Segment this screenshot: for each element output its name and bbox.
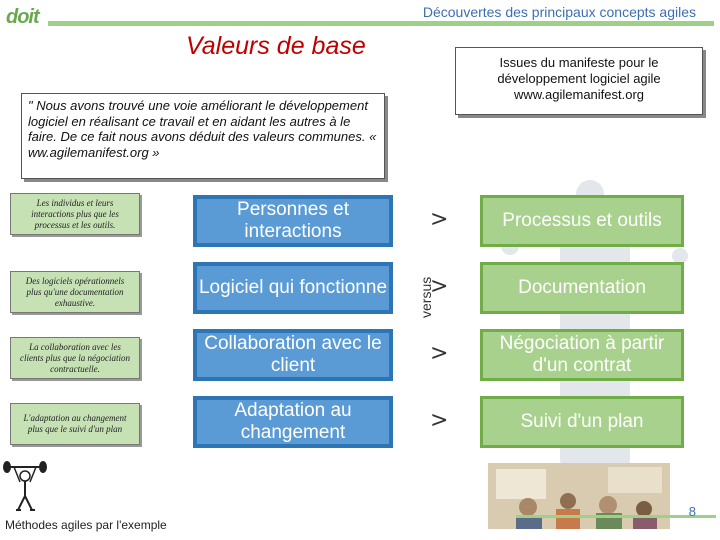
logo-text: doit	[6, 6, 39, 28]
greater-than-sign: >	[430, 274, 449, 299]
value-negociation: Négociation à partir d'un contrat	[480, 329, 684, 381]
versus-label: versus	[418, 276, 434, 318]
value-personnes: Personnes et interactions	[193, 195, 393, 247]
page-number: 8	[688, 504, 696, 519]
note-software: Des logiciels opérationnels plus qu'une documentation exhaustive.	[10, 271, 140, 313]
manifesto-url: www.agilemanifest.org	[513, 87, 645, 102]
value-documentation: Documentation	[480, 262, 684, 314]
value-collaboration: Collaboration avec le client	[193, 329, 393, 381]
header-bar	[48, 21, 714, 26]
manifesto-line: Issues du manifeste pour le	[499, 55, 659, 70]
note-adaptation: L'adaptation au changement plus que le suivi d'un plan	[10, 403, 140, 445]
footer-text: Méthodes agiles par l'exemple	[5, 518, 167, 532]
note-individuals: Les individus et leurs interactions plus que les processus et les outils.	[10, 193, 140, 235]
logo	[6, 4, 46, 28]
greater-than-sign: >	[430, 341, 449, 366]
value-processus: Processus et outils	[480, 195, 684, 247]
value-suivi: Suivi d'un plan	[480, 396, 684, 448]
greater-than-sign: >	[430, 207, 449, 232]
manifesto-box	[455, 47, 703, 115]
manifesto-line: développement logiciel agile	[497, 71, 661, 86]
weightlifter-icon	[2, 458, 48, 518]
value-logiciel: Logiciel qui fonctionne	[193, 262, 393, 314]
header-title: Découvertes des principaux concepts agiles	[422, 4, 696, 20]
team-photo	[488, 463, 670, 529]
greater-than-sign: >	[430, 408, 449, 433]
value-adaptation: Adaptation au changement	[193, 396, 393, 448]
quote-box: " Nous avons trouvé une voie améliorant le développement logiciel en réalisant ce travail et en aidant les autres à le faire. De ce fait nous avons déduit des valeurs communes. « ww.agilemanifest.org »	[21, 93, 385, 179]
note-collaboration: La collaboration avec les clients plus que la négociation contractuelle.	[10, 337, 140, 379]
footer-bar	[516, 515, 716, 518]
slide-title: Valeurs de base	[186, 32, 366, 60]
